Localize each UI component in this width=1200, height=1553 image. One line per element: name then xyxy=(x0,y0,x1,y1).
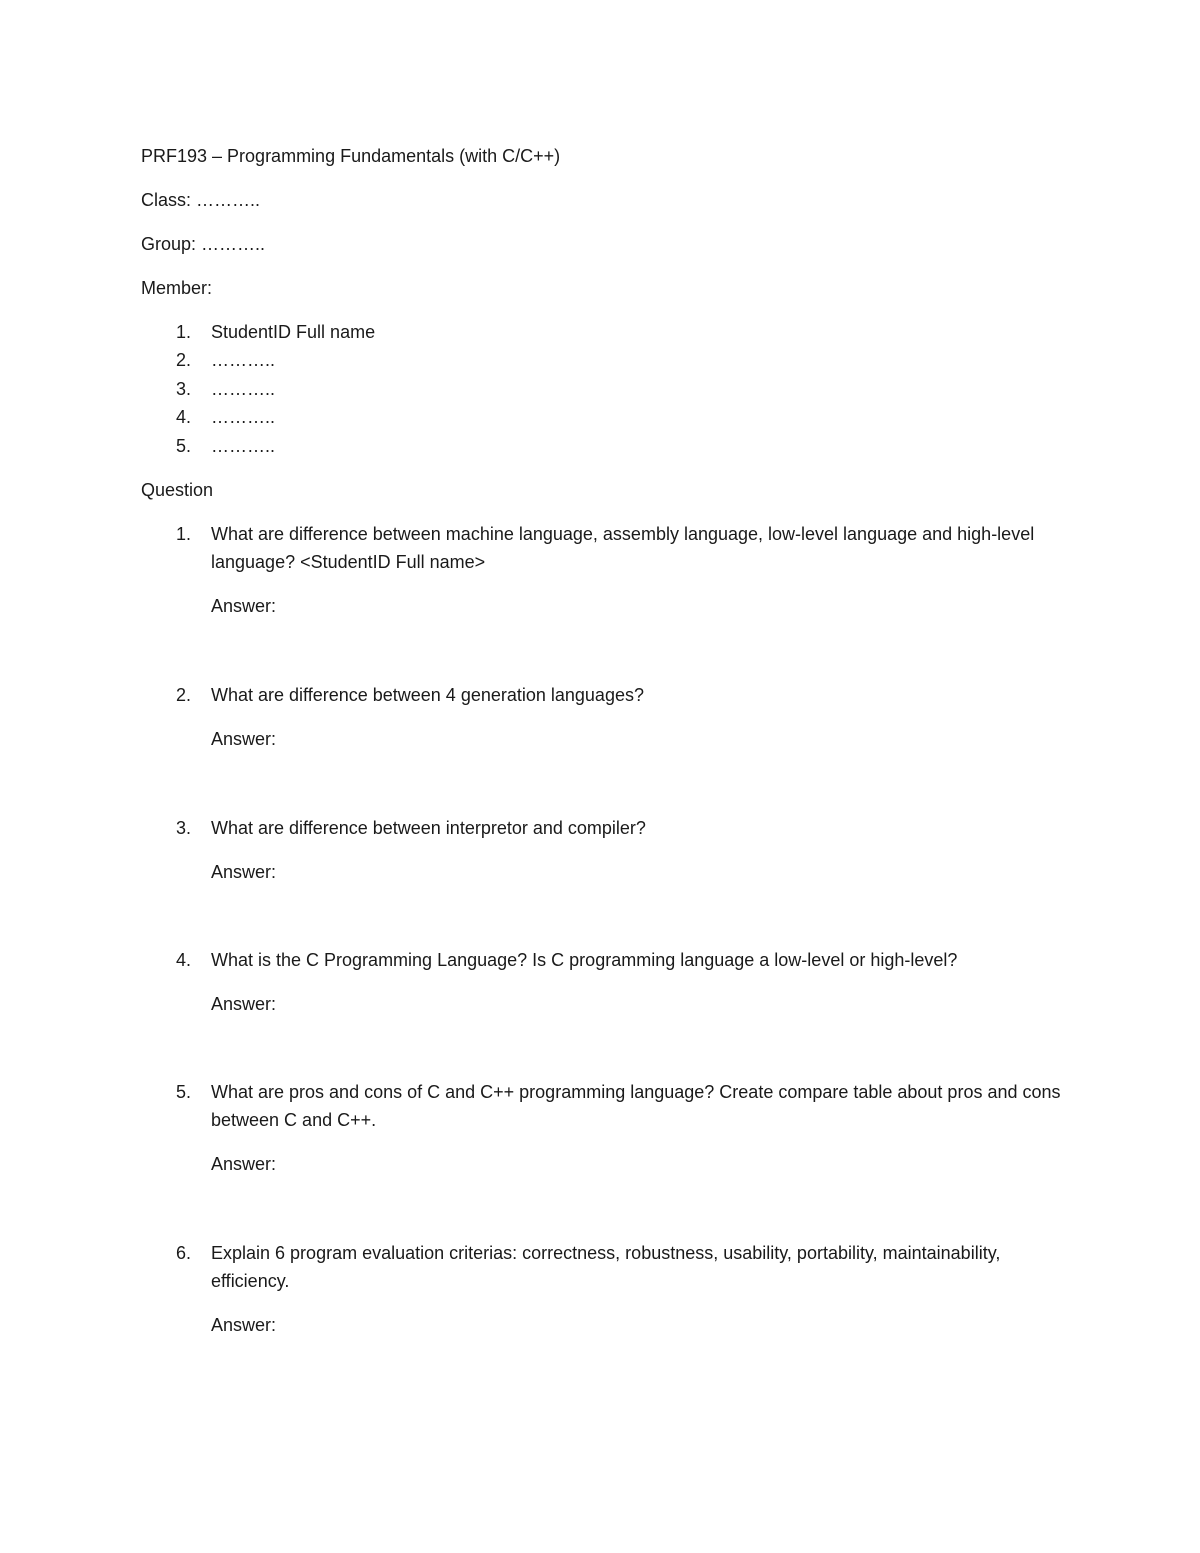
answer-label: Answer: xyxy=(211,862,277,882)
member-entry: StudentID Full name xyxy=(211,322,376,342)
question-text: What is the C Programming Language? Is C programming language a low-level or high-level? xyxy=(211,950,958,970)
question-number: 5. xyxy=(176,1082,192,1102)
question-text: Explain 6 program evaluation criterias: correctness, robustness, usability, portability, maintainability, efficiency. xyxy=(211,1243,1001,1291)
question-number: 4. xyxy=(176,950,192,970)
question-text: What are difference between interpretor and compiler? xyxy=(211,818,646,838)
member-number: 2. xyxy=(176,350,192,370)
answer-label: Answer: xyxy=(211,994,277,1014)
member-entry: ……….. xyxy=(211,350,276,370)
question-text: What are difference between 4 generation languages? xyxy=(211,685,644,705)
member-number: 5. xyxy=(176,436,192,456)
question-label: Question xyxy=(141,480,214,500)
member-entry: ……….. xyxy=(211,436,276,456)
member-entry: ……….. xyxy=(211,407,276,427)
question-number: 6. xyxy=(176,1243,192,1263)
member-number: 3. xyxy=(176,379,192,399)
question-text: What are pros and cons of C and C++ programming language? Create compare table about pros and cons between C and C++. xyxy=(211,1082,1061,1130)
question-number: 2. xyxy=(176,685,192,705)
answer-label: Answer: xyxy=(211,1154,277,1174)
question-text: What are difference between machine language, assembly language, low-level language and high-level language? <StudentID Full name> xyxy=(211,524,1035,572)
group-line: Group: ……….. xyxy=(141,234,266,254)
member-label: Member: xyxy=(141,278,213,298)
question-number: 1. xyxy=(176,524,192,544)
answer-label: Answer: xyxy=(211,1315,277,1335)
member-number: 4. xyxy=(176,407,192,427)
member-entry: ……….. xyxy=(211,379,276,399)
course-title: PRF193 – Programming Fundamentals (with C/C++) xyxy=(141,146,561,166)
answer-label: Answer: xyxy=(211,729,277,749)
answer-label: Answer: xyxy=(211,596,277,616)
class-line: Class: ……….. xyxy=(141,190,261,210)
member-number: 1. xyxy=(176,322,192,342)
question-number: 3. xyxy=(176,818,192,838)
